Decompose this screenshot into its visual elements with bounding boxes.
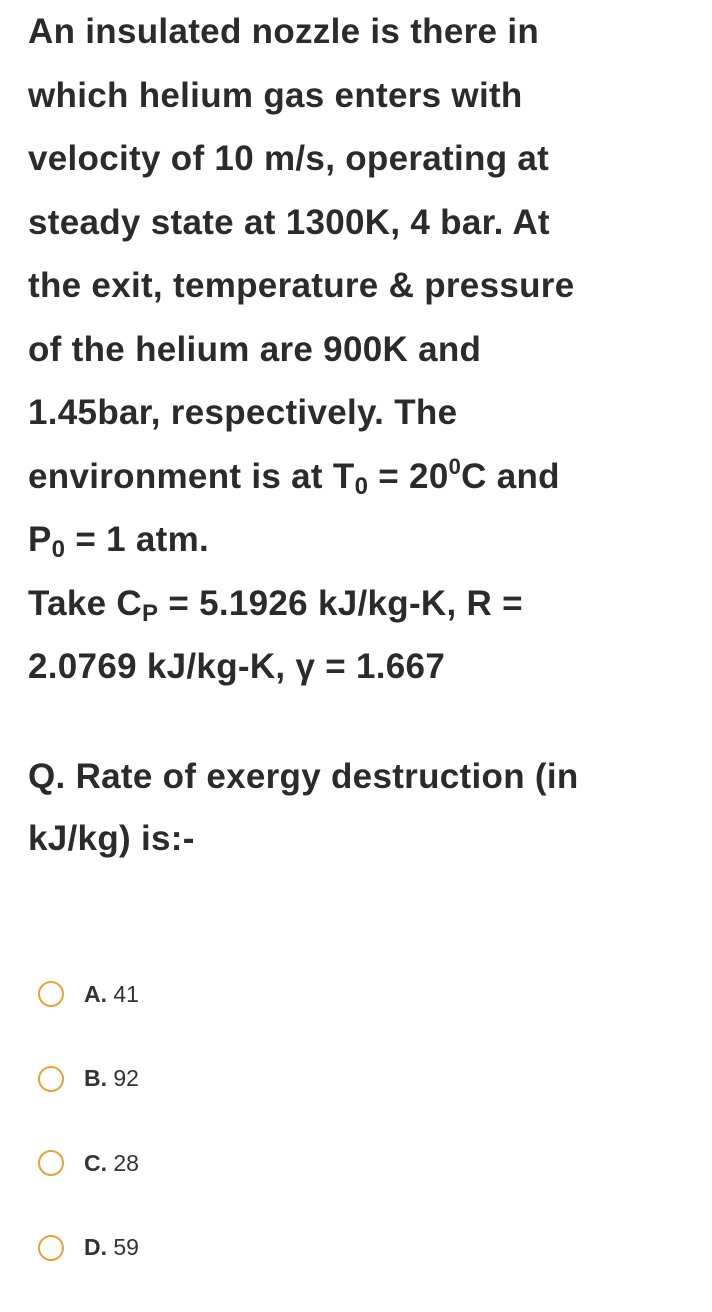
option-c[interactable]	[38, 1143, 139, 1183]
text-fragment: = 20	[368, 456, 449, 496]
text-fragment: = 1 atm.	[65, 520, 210, 559]
question-line: velocity of 10 m/s, operating at	[28, 139, 550, 178]
radio-button-a[interactable]	[38, 981, 64, 1007]
question-line: An insulated nozzle is there in	[28, 12, 540, 51]
option-label	[84, 1065, 139, 1092]
option-letter: B.	[84, 1065, 107, 1091]
question-line: steady state at 1300K, 4 bar. At	[28, 202, 550, 242]
radio-button-d[interactable]	[38, 1235, 64, 1261]
radio-button-c[interactable]	[38, 1150, 64, 1176]
text-fragment: environment is at T	[28, 456, 355, 496]
text-fragment: P	[28, 520, 52, 559]
question-line: of the helium are 900K and	[28, 329, 482, 369]
answer-options	[38, 974, 139, 1312]
option-value: 41	[113, 980, 139, 1007]
option-value: 28	[113, 1149, 139, 1176]
text-fragment: C and	[461, 456, 560, 496]
question-line-environment-temperature	[28, 445, 698, 509]
option-b[interactable]	[38, 1059, 139, 1099]
question-line-environment-pressure	[28, 508, 698, 572]
question-prompt	[28, 746, 698, 870]
option-a[interactable]	[38, 974, 139, 1014]
question-line-constants	[28, 572, 698, 636]
prompt-line: kJ/kg) is:-	[28, 819, 195, 858]
option-label	[84, 1150, 139, 1177]
question-line: 2.0769 kJ/kg-K, γ = 1.667	[28, 647, 446, 686]
subscript: P	[141, 599, 159, 627]
text-fragment: Take C	[28, 583, 142, 623]
question-line: the exit, temperature & pressure	[28, 266, 575, 305]
question-line: 1.45bar, respectively. The	[28, 393, 458, 432]
text-fragment: = 5.1926 kJ/kg-K, R =	[158, 583, 523, 623]
prompt-line: Q. Rate of exergy destruction (in	[28, 757, 579, 796]
option-d[interactable]	[38, 1228, 139, 1268]
option-letter: D.	[84, 1234, 107, 1260]
option-label	[84, 981, 139, 1008]
option-value: 92	[113, 1065, 139, 1091]
radio-button-b[interactable]	[38, 1066, 64, 1092]
option-letter: C.	[84, 1149, 107, 1176]
option-letter: A.	[84, 980, 107, 1007]
option-value: 59	[113, 1234, 139, 1260]
superscript: 0	[448, 453, 462, 479]
subscript: 0	[51, 536, 66, 563]
option-label	[84, 1234, 139, 1261]
question-text	[28, 0, 698, 699]
question-line: which helium gas enters with	[28, 75, 523, 115]
subscript: 0	[354, 472, 369, 500]
